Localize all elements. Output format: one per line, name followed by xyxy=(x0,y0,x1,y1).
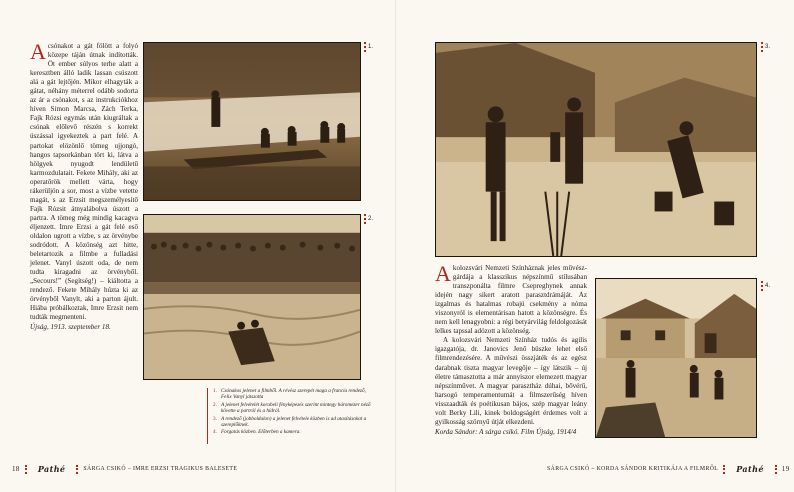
source-citation: Újság, 1913. szeptember 18. xyxy=(30,323,111,332)
source-citation: Korda Sándor: A sárga csikó. Film Újság, 1914/4 xyxy=(435,427,577,436)
crowd-scene-image xyxy=(144,215,360,379)
footer-divider xyxy=(76,465,78,474)
footer-divider xyxy=(723,465,725,474)
body-paragraph: kolozsvári Nemzeti Színháznak jeles művész-gárdája a klasszikus népszínmű stílusában transzponálta filmre Csepreghynek annak idején nagy sikert aratott parasztdrámáját. Az izgalmas és hatalmas robajú csekmény a nóma viszonyról is elementárisan hatott a közönségre. És nem kell lenagyobni: a régi betyárvilág feldolgozását lelkes tapssal adózott a közönség. xyxy=(435,264,587,336)
photo-marker-3: 3. xyxy=(761,42,770,52)
film-crew-image xyxy=(436,43,756,256)
photo-crowd-scene xyxy=(143,214,361,380)
photo-marker-1: 1. xyxy=(364,42,373,52)
caption-item: 3. A rendező (jobboldalon) a jelenet felvétele közben is ad utasításokat a szereplőknek. xyxy=(213,415,367,429)
running-title: SÁRGA CSIKÓ – KORDA SÁNDOR KRITIKÁJA A FILMRŐL xyxy=(547,466,719,472)
caption-item: 1. Csónakos jelenet a filmből. A révész szerepét maga a francia rendező, Felix Vanyl játszotta xyxy=(213,388,366,401)
photo-marker-4: 4. xyxy=(761,281,770,291)
left-footer xyxy=(12,463,237,475)
pathe-logo: Pathé xyxy=(37,464,66,474)
body-paragraph: csónakot a gát fölött a folyó közepe táján útnak indították. Öt ember súlyos terhe alatt a keresztben álló ladik lassan csúszott alá a gát lejtőjén. Mikor elhagyták a gátat, néhány méterrel odább sodorta az ár a csónakot, s az instrukciókhoz híven Simon Marcsa, Zách Terka, Fajk Rózsi egymás után kiugráltak a csónak előlevő részén s korrekt úszással igyekeztek a part felé. A partokat elözönlő tömeg ujjongó, hangos tapsorkánban tört ki, látva a hölgyek nyugodt lendületű karmozdulatait. Fekete Mihály, aki az operatőrök mellett várta, hogy rákerüljön a sor, most a vízbe vetette magát, s az Erzsit megszemélyesítő Fajk Rózsit átnyalábolva úszott a partra. A tömeg még mindig kacagva éljenzett. Imre Erzsi a gát felé eső oldalon ugrott a vízbe, s az örvénybe sodródott. A közönség azt hitte, beletartozik a filmbe a fulladási jelenet. Vanyl úszott oda, de nem tudta kiragadni az örvényből. „Secours!” (Segítség!) – kiáltotta a rendező. Fekete Mihály húzta ki az örvényből Vanylt, aki a parton ájult. Hiába próbálkoztak, Imre Erzsit nem tudták megmenteni. xyxy=(30,42,138,322)
pathe-logo: Pathé xyxy=(736,464,764,474)
footer-divider xyxy=(775,465,777,474)
photo-marker-2: 2. xyxy=(364,214,373,224)
body-paragraph: A kolozsvári Nemzeti Színház tudós és agilis igazgatója, dr. Janovics Jenő büszke lehet első filmrendezésére. A művészi összjáték és az egész darabnak tiszta magyar levegője – így látszik – új életre támasztotta a már annyiszor elemezett magyar népszínművet. A magyar parasztház dúhai, bővérű, harsogó temperamentumát a filmszerűség híven visszaadták és poétikusan bájos, szép magyar leány volt Berky Lili, kinek boldogságért érdemes volt a gyilkosság szörnyű útját elkezdeni. xyxy=(435,336,587,426)
page-number: 18 xyxy=(12,465,20,473)
page-number: 19 xyxy=(781,465,790,473)
boat-scene-image xyxy=(144,43,360,200)
running-title: SÁRGA CSIKÓ – IMRE ERZSI TRAGIKUS BALESETE xyxy=(83,466,238,472)
right-page xyxy=(397,0,794,492)
right-body-text xyxy=(435,261,587,437)
photo-village xyxy=(595,278,757,438)
photo-boat-scene xyxy=(143,42,361,201)
footer-divider xyxy=(25,465,27,474)
caption-item: 4. Forgatás közben. Előterben a kamera. xyxy=(213,429,301,436)
photo-captions xyxy=(213,388,373,437)
caption-item: 2. A jelenet felvételét korabeli fényképezés szerint mintegy háromezer néző követte a partról és a hídról. xyxy=(213,401,371,415)
dropcap: A xyxy=(30,39,46,64)
caption-rule xyxy=(207,388,208,444)
right-footer xyxy=(547,463,790,475)
left-body-text xyxy=(30,39,138,333)
dropcap: A xyxy=(435,261,451,286)
village-image xyxy=(596,279,756,437)
photo-film-crew xyxy=(435,42,757,257)
